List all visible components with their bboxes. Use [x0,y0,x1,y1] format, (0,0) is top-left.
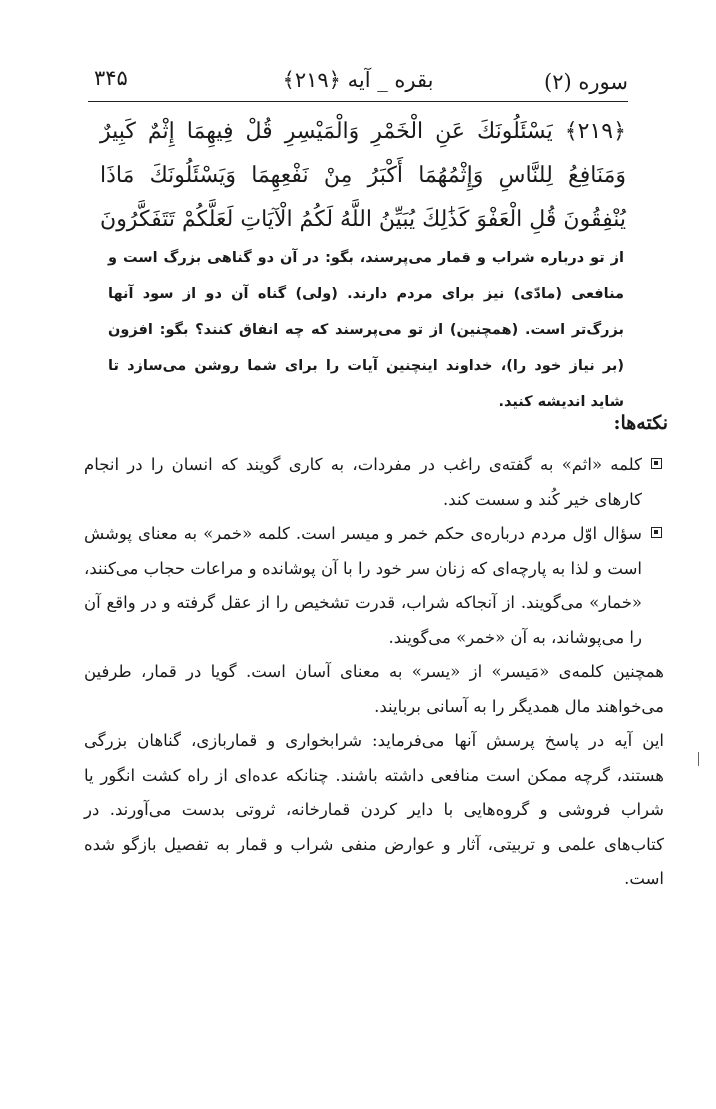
note-text: کلمه «اثم» به گفته‌ی راغب در مفردات، به کاری گویند که انسان را در انجام کارهای خیر کُند و سست کند. [84,455,642,509]
square-bullet-icon [651,458,662,469]
verse-translation: از تو درباره شراب و قمار می‌پرسند، بگو: در آن دو گناهی بزرگ است و منافعی (مادّی) نیز برای مردم دارند. (ولی) گناه آن دو از سود آنها بزرگ‌تر است. (همچنین) از تو می‌پرسند که چه انفاق کنند؟ بگو: افزون (بر نیاز خود را)، خداوند اینچنین آیات را برای شما روشن می‌سازد تا شاید اندیشه کنید. [108,250,624,410]
note-text: سؤال اوّل مردم درباره‌ی حکم خمر و میسر است. کلمه «خمر» به معنای پوشش است و لذا به پارچه‌ای که زنان سر خود را با آن پوشانده و مراعات حجاب می‌کنند، «خمار» می‌گویند. از آنجاکه شراب، قدرت تشخیص را از عقل گرفته و در واقع آن را می‌پوشاند، به آن «خمر» می‌گویند. [84,524,642,647]
square-bullet-icon [651,527,662,538]
note-item [84,724,664,897]
page-number: ۳۴۵ [94,66,128,90]
surah-label: سوره (۲) [544,70,628,94]
note-text: این آیه در پاسخ پرسش آنها می‌فرماید: شرابخواری و قماربازی، گناهان بزرگی هستند، گرچه ممکن است منافعی داشته باشند. چنانکه عده‌ای از راه کشت انگور یا شراب فروشی و گروه‌هایی با دایر کردن قمارخانه، ثروتی بدست می‌آورند. در کتاب‌های علمی و تربیتی، آثار و عوارض منفی شراب و قمار به تفصیل بازگو شده است. [84,731,664,888]
ayah-label: بقره _ آیه ﴿۲۱۹﴾ [282,68,434,92]
header-divider [88,101,628,102]
arabic-verse: ﴿۲۱۹﴾ يَسْئَلُونَكَ عَنِ الْخَمْرِ وَالْمَيْسِرِ قُلْ فِيهِمَا إِثْمٌ كَبِيرٌ وَمَنَافِعُ لِلنَّاسِ وَإِثْمُهُمَا أَكْبَرُ مِنْ نَفْعِهِمَا وَيَسْئَلُونَكَ مَاذَا يُنْفِقُونَ قُلِ الْعَفْوَ كَذَٰلِكَ يُبَيِّنُ اللَّهُ لَكُمُ الْآيَاتِ لَعَلَّكُمْ تَتَفَكَّرُونَ [100,119,626,232]
page-header [88,64,628,100]
notes-body [84,448,664,897]
notes-heading: نکته‌ها: [613,412,668,434]
note-item [84,448,664,517]
margin-mark [698,752,699,766]
note-item [84,517,664,655]
note-item [84,655,664,724]
note-text: همچنین کلمه‌ی «مَیسر» از «یسر» به معنای آسان است. گویا در قمار، طرفین می‌خواهند مال همدیگر را به آسانی بربایند. [84,662,664,716]
